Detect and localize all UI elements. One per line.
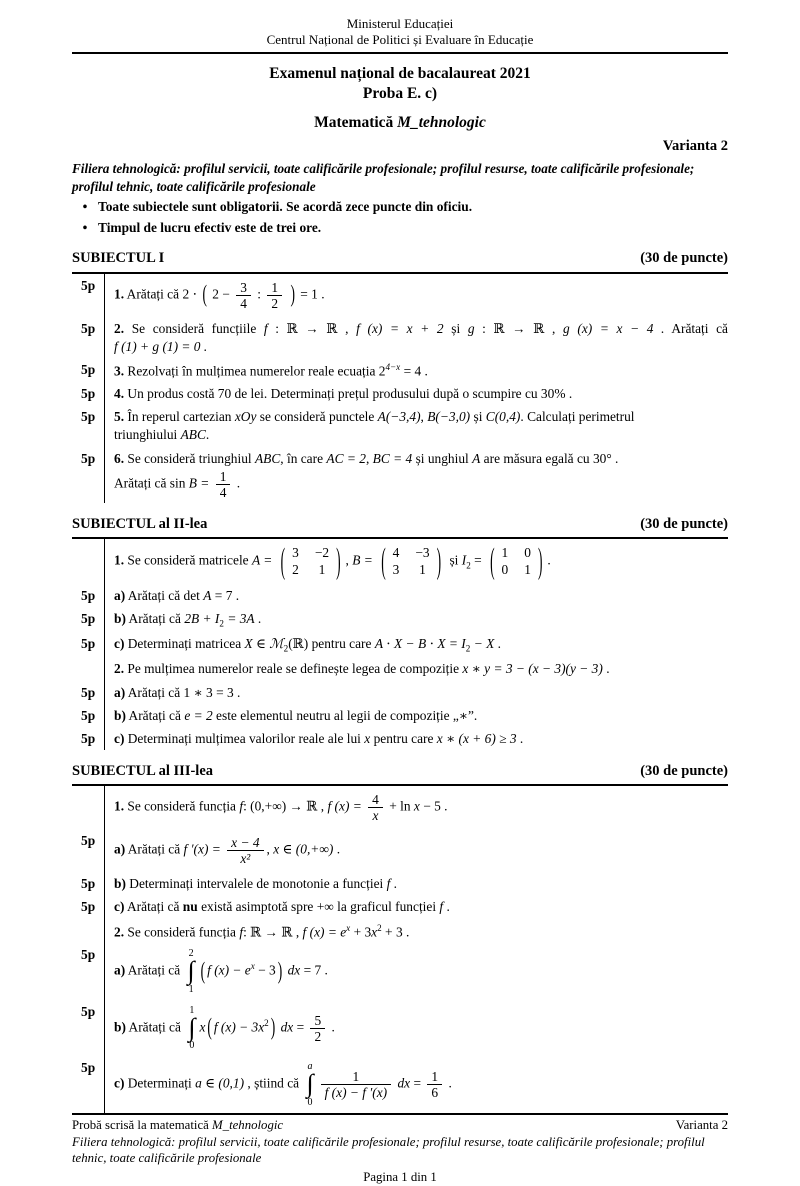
item-label: c) [114,1075,125,1091]
problem-s1-6: 5p 6. Se consideră triunghiul ABC, în care AC = 2, BC = 4 și unghiul A are măsura egală cu 30° . Arătați că sin B = $\frac{1}{4}$ . [72,447,728,503]
integral: 1 ∫ 0 [188,1004,196,1052]
integral: a ∫ 0 [306,1061,314,1109]
item-label: b) [114,611,126,627]
fraction: $\frac{1}{2}$ [267,280,282,311]
section2-points: (30 de puncte) [640,515,728,532]
problem-number: 2. [114,661,125,677]
item-label: a) [114,962,126,978]
subject-name: Matematică [314,113,394,131]
points-badge: 5p [72,317,105,358]
problem-s1-1: 5p 1. Arătați că 2 ⋅ ( 2 − $\frac{3}{4}$ : $\frac{1}{2}$ ) = 1 . [72,274,728,317]
fraction: $\frac{4}{x}$ [368,792,383,823]
rule-item [72,198,728,216]
problem-s1-3: 5p 3. Rezolvați în mulțimea numerelor reale ecuația $2^{4-x} = 4$ . [72,358,728,383]
problem-s3-2-intro: 2. Se consideră funcția f: ℝ → ℝ , f $(x) = e^x + 3x^2 + 3$ . [72,919,728,944]
item-label: a) [114,588,126,604]
fraction: $\frac{x - 4}{\text{x²}}$ [227,835,263,866]
problem-s2-1b: 5p b) Arătați că $2B + I_2 = 3A$ . [72,607,728,632]
points-badge [72,657,105,680]
proba-title: Proba E. c) [362,84,438,102]
center-line: Centrul Național de Politici și Evaluare în Educație [266,32,534,48]
problem-s1-4: 5p 4. Un produs costă 70 de lei. Determinați prețul produsului după o scumpire cu 30% . [72,382,728,405]
points-badge: 5p [72,943,105,1000]
matrix-I2: ( 1 0 0 1 ) [487,544,545,579]
section2-title: SUBIECTUL al II-lea [72,515,208,532]
fraction: $\frac{1}{4}$ [216,469,231,500]
close-paren: ) [537,540,543,581]
section3-title: SUBIECTUL al III-lea [72,762,214,779]
points-badge: 5p [72,358,105,383]
subject-profile: M_tehnologic [397,113,486,131]
problem-s1-2: 5p 2. Se consideră funcțiile f : ℝ → ℝ , f (x) = x + 2 și g : ℝ → ℝ , g (x) = x − 4 . Arătați că f (1) + g (1) = 0 . [72,317,728,358]
matrix-A: ( 3 −2 2 1 ) [278,544,344,579]
problem-s3-2a: 5p a) Arătați că 2 ∫ 1 ( f $(x) - e^x - 3$ ) dx = 7 . [72,943,728,1000]
item-label: a) [114,684,126,700]
rule-item [72,219,728,237]
open-paren: ( [207,1012,212,1041]
integral-icon: ∫ [187,956,195,986]
fraction: $\frac{5}{2}$ [310,1013,325,1044]
problem-s2-1-intro: 1. Se consideră matricele A = ( 3 −2 2 1 ) , B = ( 4 −3 3 1 ) și $I_2$ = ( 1 0 0 1 ) . [72,539,728,584]
section3-heading [72,762,728,782]
matrix-B: ( 4 −3 3 1 ) [378,544,444,579]
close-paren: ) [436,540,442,581]
problem-number: 4. [114,386,125,402]
problem-number: 2. [114,320,125,336]
problem-s2-2c: 5p c) Determinați mulțimea valorilor reale ale lui x pentru care x ∗ (x + 6) ≥ 3 . [72,727,728,750]
fraction: $\frac{1}{f (x) - f '(x)}$ [321,1069,392,1100]
integral-icon: ∫ [188,1012,196,1042]
section2-body [72,537,728,750]
problem-number: 6. [114,450,125,466]
points-badge: 5p [72,829,105,872]
section1-body [72,272,728,503]
points-badge: 5p [72,584,105,607]
footer-variant: Varianta 2 [675,1118,728,1133]
bullet-icon: • [82,198,88,214]
points-badge: 5p [72,1056,105,1113]
page-number: Pagina 1 din 1 [363,1170,437,1185]
section1-points: (30 de puncte) [640,249,728,266]
close-paren: ) [270,1012,276,1041]
section1-heading [72,249,728,269]
problem-s3-2c: 5p c) Determinați a ∈ (0,1) , știind că a ∫ 0 $\frac{1}{f (x) - f '(x)}$ dx = $\frac{1}{6}$ . [72,1056,728,1113]
problem-s3-1c: 5p c) Arătați că nu există asimptotă spre +∞ la graficul funcției f . [72,895,728,918]
open-paren: ( [200,955,206,984]
problem-s2-1a: 5p a) Arătați că det A = 7 . [72,584,728,607]
variant-label: Varianta 2 [662,137,728,154]
item-label: b) [114,876,126,892]
problem-s1-5: 5p 5. În reperul cartezian xOy se consideră punctele A(−3,4), B(−3,0) și C(0,4). Calculați perimetrul triunghiului ABC. [72,405,728,446]
points-badge: 5p [72,1000,105,1057]
points-badge: 5p [72,405,105,446]
institution-header [72,16,728,49]
section2-heading [72,515,728,535]
open-paren: ( [202,279,207,308]
open-paren: ( [381,540,386,581]
rules-list [72,195,728,237]
problem-s2-2a: 5p a) Arătați că 1 ∗ 3 = 3 . [72,681,728,704]
points-badge [72,539,105,584]
open-paren: ( [280,540,286,581]
problem-s3-1-intro: 1. Se consideră funcția f: (0,+∞) → ℝ , f (x) = $\frac{4}{x}$ + ln x − 5 . [72,786,728,829]
page-footer [72,1113,728,1186]
problem-number: 5. [114,409,125,425]
points-badge: 5p [72,727,105,750]
ministry-line: Ministerul Educației [346,16,454,31]
points-badge [72,919,105,944]
points-badge: 5p [72,274,105,317]
item-label: b) [114,1019,126,1035]
fraction: $\frac{3}{4}$ [236,280,251,311]
points-badge: 5p [72,632,105,657]
problem-s2-1c: 5p c) Determinați matricea X ∈ ℳ$_2$(ℝ) pentru care $A \cdot X - B \cdot X = I_2 - X$ . [72,632,728,657]
fraction: $\frac{1}{6}$ [427,1069,442,1100]
header-divider [72,52,728,54]
points-badge: 5p [72,895,105,918]
open-paren: ( [490,540,495,581]
problem-s3-1b: 5p b) Determinați intervalele de monotonie a funcției f . [72,872,728,895]
points-badge: 5p [72,447,105,503]
problem-number: 1. [114,552,125,568]
points-badge [72,786,105,829]
section3-body [72,784,728,1113]
problem-number: 1. [114,286,125,302]
problem-s3-1a: 5p a) Arătați că f ′(x) = $\frac{x - 4}{\text{x²}}$ , x ∈ (0,+∞) . [72,829,728,872]
close-paren: ) [290,279,295,308]
problem-s3-2b: 5p b) Arătați că 1 ∫ 0 x ( f $(x) - 3x^2$ ) dx = $\frac{5}{2}$ . [72,1000,728,1057]
item-label: c) [114,899,125,915]
subject-title [72,113,728,133]
section1-title: SUBIECTUL I [72,249,165,266]
problem-number: 2. [114,924,125,940]
item-label: c) [114,636,125,652]
integral: 2 ∫ 1 [187,948,195,995]
close-paren: ) [336,540,341,581]
problem-s2-2-intro: 2. Pe mulțimea numerelor reale se definește legea de compoziție x ∗ y = 3 − (x − 3)(y − 3) . [72,657,728,680]
section3-points: (30 de puncte) [640,762,728,779]
problem-number: 3. [114,363,125,379]
points-badge: 5p [72,704,105,727]
close-paren: ) [277,955,283,984]
item-label: b) [114,707,126,723]
points-badge: 5p [72,681,105,704]
footer-left: Probă scrisă la matematică M_tehnologic [72,1118,284,1133]
points-badge: 5p [72,607,105,632]
integral-icon: ∫ [306,1069,314,1099]
item-label: c) [114,730,125,746]
problem-number: 1. [114,798,125,814]
footer-filiera: Filiera tehnologică: profilul servicii, toate calificările profesionale; profilul resurse, toate calificările profesionale; profilul tehnic, toate calificările profesionale [72,1134,705,1166]
points-badge: 5p [72,382,105,405]
exam-title: Examenul național de bacalaureat 2021 [269,64,531,82]
rule-text: Timpul de lucru efectiv este de trei ore. [98,219,322,235]
filiera-note: Filiera tehnologică: profilul servicii, toate calificările profesionale; profilul resurse, toate calificările profesionale; profilul tehnic, toate calificările profesionale [72,161,695,194]
item-label: a) [114,841,126,857]
problem-s2-2b: 5p b) Arătați că e = 2 este elementul neutru al legii de compoziție „∗”. [72,704,728,727]
points-badge: 5p [72,872,105,895]
bullet-icon: • [82,219,88,235]
rule-text: Toate subiectele sunt obligatorii. Se acordă zece puncte din oficiu. [98,198,473,214]
